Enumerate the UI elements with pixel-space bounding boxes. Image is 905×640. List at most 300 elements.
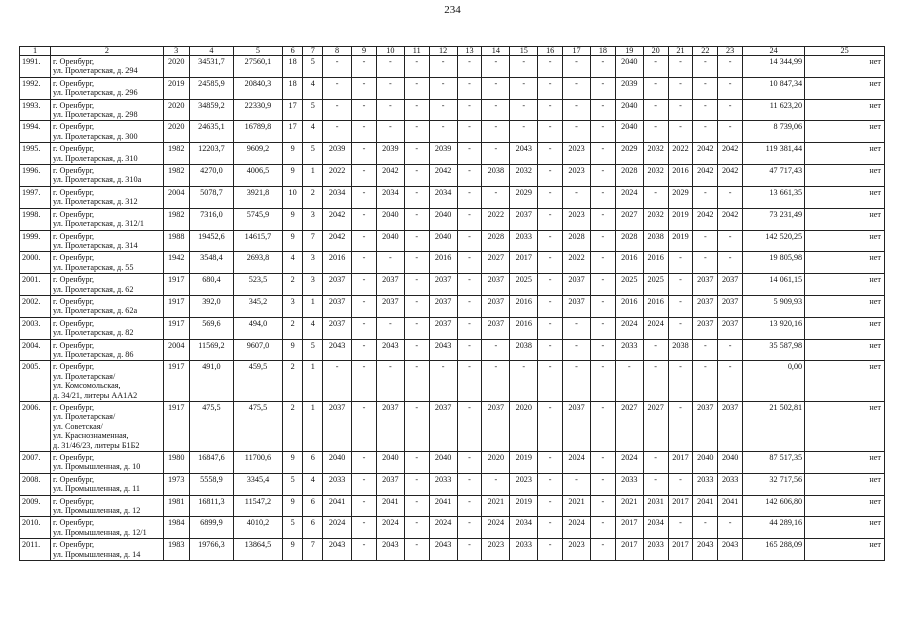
address-line: г. Оренбург, <box>53 187 95 197</box>
table-cell: - <box>482 77 510 99</box>
table-cell: 2037 <box>693 295 718 317</box>
table-cell: нет <box>805 77 885 99</box>
table-row <box>20 274 885 296</box>
table-cell: - <box>538 317 563 339</box>
table-cell: 9609,2 <box>234 143 283 165</box>
address-cell <box>51 402 164 452</box>
column-header: 8 <box>323 47 352 56</box>
table-cell: 2028 <box>563 230 591 252</box>
table-cell: 9 <box>282 230 303 252</box>
address-cell <box>51 99 164 121</box>
table-cell: - <box>591 317 616 339</box>
table-cell: 2041 <box>693 495 718 517</box>
table-cell: 6 <box>303 452 323 474</box>
address-line: г. Оренбург, <box>53 57 95 66</box>
table-cell: - <box>668 121 693 143</box>
address-line: д. 34/21, литеры АА1А2 <box>53 390 138 400</box>
table-cell: - <box>538 252 563 274</box>
column-header: 7 <box>303 47 323 56</box>
row-number: 2009. <box>20 495 51 517</box>
table-cell: 1980 <box>163 452 189 474</box>
address-line: ул. Промышленная, д. 11 <box>53 484 140 494</box>
table-cell: 2042 <box>323 208 352 230</box>
table-cell: - <box>538 77 563 99</box>
table-cell: 1983 <box>163 539 189 561</box>
table-cell: 2023 <box>563 539 591 561</box>
table-cell: нет <box>805 99 885 121</box>
table-cell: - <box>538 165 563 187</box>
table-cell: 2034 <box>376 186 404 208</box>
table-cell: 569,6 <box>189 317 233 339</box>
table-row <box>20 77 885 99</box>
table-cell: - <box>482 143 510 165</box>
table-cell: - <box>693 252 718 274</box>
table-row <box>20 143 885 165</box>
row-number: 2006. <box>20 402 51 452</box>
table-cell: 2043 <box>718 539 743 561</box>
table-cell: - <box>668 77 693 99</box>
table-cell: - <box>457 402 482 452</box>
table-cell: 35 587,98 <box>743 339 805 361</box>
table-cell: 2 <box>282 317 303 339</box>
table-cell: 9 <box>282 165 303 187</box>
table-cell: - <box>404 165 429 187</box>
address-cell <box>51 339 164 361</box>
address-cell <box>51 452 164 474</box>
table-cell: - <box>591 186 616 208</box>
table-cell: - <box>563 339 591 361</box>
table-cell: 2037 <box>323 295 352 317</box>
table-cell: 2024 <box>563 517 591 539</box>
table-cell: 2017 <box>510 252 538 274</box>
table-cell: - <box>457 539 482 561</box>
table-cell: 20840,3 <box>234 77 283 99</box>
table-cell: нет <box>805 56 885 78</box>
table-cell: - <box>352 473 377 495</box>
table-cell: 2037 <box>718 402 743 452</box>
address-line: ул. Промышленная, д. 12/1 <box>53 527 147 537</box>
address-line: ул. Комсомольская, <box>53 381 121 391</box>
table-cell: 2019 <box>668 208 693 230</box>
table-cell: - <box>482 99 510 121</box>
table-cell: - <box>563 317 591 339</box>
address-line: г. Оренбург, <box>53 362 95 372</box>
table-cell: 1 <box>303 402 323 452</box>
table-cell: 13864,5 <box>234 539 283 561</box>
table-cell: 14 344,99 <box>743 56 805 78</box>
row-number: 2011. <box>20 539 51 561</box>
table-cell: 2021 <box>563 495 591 517</box>
table-cell: - <box>352 121 377 143</box>
column-header: 10 <box>376 47 404 56</box>
table-row <box>20 252 885 274</box>
table-cell: - <box>668 295 693 317</box>
table-cell: - <box>693 186 718 208</box>
table-cell: 2028 <box>615 165 643 187</box>
address-line: ул. Пролетарская, д. 310 <box>53 153 138 163</box>
table-cell: - <box>404 252 429 274</box>
table-cell: 2037 <box>718 274 743 296</box>
table-cell: - <box>615 361 643 402</box>
table-cell: 5 909,93 <box>743 295 805 317</box>
table-cell: - <box>352 230 377 252</box>
table-cell: - <box>668 274 693 296</box>
table-cell: - <box>323 121 352 143</box>
table-cell: 18 <box>282 56 303 78</box>
table-cell: 9 <box>282 208 303 230</box>
table-cell: - <box>457 517 482 539</box>
table-cell: 3 <box>282 295 303 317</box>
column-header: 17 <box>563 47 591 56</box>
table-cell: - <box>429 361 457 402</box>
table-cell: - <box>352 361 377 402</box>
table-cell: 2038 <box>643 230 668 252</box>
table-cell: 2016 <box>668 165 693 187</box>
table-cell: - <box>718 361 743 402</box>
row-number: 2002. <box>20 295 51 317</box>
column-header: 21 <box>668 47 693 56</box>
table-cell: 21 502,81 <box>743 402 805 452</box>
table-cell: 9607,0 <box>234 339 283 361</box>
address-line: ул. Пролетарская, д. 296 <box>53 88 138 98</box>
table-cell: 2034 <box>323 186 352 208</box>
address-cell <box>51 121 164 143</box>
address-cell <box>51 495 164 517</box>
table-cell: 2037 <box>482 402 510 452</box>
table-cell: - <box>693 339 718 361</box>
table-cell: 2039 <box>429 143 457 165</box>
table-cell: - <box>429 121 457 143</box>
table-row <box>20 165 885 187</box>
column-header: 2 <box>51 47 164 56</box>
table-cell: - <box>693 99 718 121</box>
table-cell: - <box>323 361 352 402</box>
table-cell: нет <box>805 208 885 230</box>
table-cell: 2040 <box>615 121 643 143</box>
table-cell: - <box>538 539 563 561</box>
table-cell: 2 <box>282 361 303 402</box>
table-cell: - <box>718 517 743 539</box>
address-line: ул. Пролетарская, д. 310а <box>53 175 142 185</box>
table-cell: 2037 <box>376 274 404 296</box>
table-cell: 2037 <box>376 295 404 317</box>
table-cell: 2024 <box>429 517 457 539</box>
table-cell: 2034 <box>510 517 538 539</box>
table-cell: 2042 <box>718 165 743 187</box>
address-line: ул. Пролетарская, д. 82 <box>53 328 134 338</box>
table-cell: нет <box>805 165 885 187</box>
table-cell: 16847,6 <box>189 452 233 474</box>
address-line: ул. Пролетарская/ <box>53 371 116 381</box>
table-cell: - <box>404 339 429 361</box>
address-line: ул. Промышленная, д. 12 <box>53 506 141 516</box>
table-cell: 2017 <box>615 517 643 539</box>
table-cell: 9 <box>282 452 303 474</box>
table-cell: - <box>643 186 668 208</box>
table-cell: - <box>404 517 429 539</box>
table-cell: - <box>323 99 352 121</box>
table-cell: 7 <box>303 230 323 252</box>
table-cell: 2033 <box>718 473 743 495</box>
table-cell: - <box>457 495 482 517</box>
table-cell: - <box>482 339 510 361</box>
table-cell: 16811,3 <box>189 495 233 517</box>
table-cell: нет <box>805 186 885 208</box>
table-cell: 2039 <box>376 143 404 165</box>
table-cell: - <box>643 121 668 143</box>
column-header: 9 <box>352 47 377 56</box>
address-cell <box>51 295 164 317</box>
table-cell: 2042 <box>376 165 404 187</box>
table-cell: - <box>591 539 616 561</box>
table-cell: 2027 <box>482 252 510 274</box>
table-cell: 2041 <box>376 495 404 517</box>
address-line: г. Оренбург, <box>53 453 95 463</box>
table-cell: - <box>352 339 377 361</box>
table-cell: нет <box>805 539 885 561</box>
table-cell: 2040 <box>615 99 643 121</box>
table-cell: 10 847,34 <box>743 77 805 99</box>
row-number: 2001. <box>20 274 51 296</box>
table-cell: - <box>718 99 743 121</box>
table-cell: 2025 <box>510 274 538 296</box>
table-cell: 2017 <box>615 539 643 561</box>
table-cell: - <box>352 252 377 274</box>
table-cell: 2033 <box>429 473 457 495</box>
table-cell: 2040 <box>376 230 404 252</box>
table-cell: - <box>718 56 743 78</box>
table-cell: 2019 <box>163 77 189 99</box>
row-number: 1991. <box>20 56 51 78</box>
address-line: г. Оренбург, <box>53 166 95 176</box>
table-cell: 2042 <box>693 208 718 230</box>
table-cell: 2037 <box>510 208 538 230</box>
address-line: ул. Промышленная, д. 10 <box>53 462 141 472</box>
table-cell: - <box>668 317 693 339</box>
table-cell: 6 <box>303 517 323 539</box>
table-cell: нет <box>805 339 885 361</box>
column-header: 6 <box>282 47 303 56</box>
table-cell: 9 <box>282 495 303 517</box>
column-header: 24 <box>743 47 805 56</box>
table-cell: 1973 <box>163 473 189 495</box>
table-cell: - <box>376 56 404 78</box>
table-cell: - <box>718 121 743 143</box>
table-cell: 2004 <box>163 186 189 208</box>
table-cell: 142 606,80 <box>743 495 805 517</box>
table-cell: 4270,0 <box>189 165 233 187</box>
address-line: г. Оренбург, <box>53 253 95 263</box>
address-line: ул. Краснознаменная, <box>53 431 129 441</box>
table-cell: 2021 <box>482 495 510 517</box>
address-line: ул. Пролетарская, д. 312 <box>53 197 138 207</box>
table-cell: 4 <box>303 317 323 339</box>
table-cell: - <box>668 361 693 402</box>
column-header: 3 <box>163 47 189 56</box>
table-cell: - <box>482 56 510 78</box>
table-cell: 2042 <box>693 143 718 165</box>
table-cell: - <box>643 361 668 402</box>
row-number: 1996. <box>20 165 51 187</box>
table-cell: - <box>352 495 377 517</box>
table-row <box>20 539 885 561</box>
table-cell: 119 381,44 <box>743 143 805 165</box>
table-cell: - <box>404 361 429 402</box>
table-cell: 392,0 <box>189 295 233 317</box>
table-cell: 2038 <box>482 165 510 187</box>
table-cell: 2016 <box>615 295 643 317</box>
table-cell: нет <box>805 121 885 143</box>
address-cell <box>51 143 164 165</box>
column-header: 25 <box>805 47 885 56</box>
table-cell: - <box>457 361 482 402</box>
table-cell: 2029 <box>615 143 643 165</box>
table-cell: - <box>457 339 482 361</box>
table-cell: 2016 <box>643 295 668 317</box>
table-cell: нет <box>805 361 885 402</box>
table-cell: 2020 <box>163 121 189 143</box>
table-cell: 2 <box>303 186 323 208</box>
registry-table <box>19 46 885 561</box>
table-cell: - <box>352 295 377 317</box>
table-cell: 2004 <box>163 339 189 361</box>
table-cell: - <box>404 230 429 252</box>
table-cell: 3345,4 <box>234 473 283 495</box>
table-cell: - <box>510 77 538 99</box>
column-header: 4 <box>189 47 233 56</box>
table-cell: 2022 <box>668 143 693 165</box>
address-cell <box>51 230 164 252</box>
table-cell: - <box>591 165 616 187</box>
table-cell: 27560,1 <box>234 56 283 78</box>
address-line: ул. Пролетарская, д. 62а <box>53 306 138 316</box>
table-cell: 3 <box>303 252 323 274</box>
table-cell: - <box>668 517 693 539</box>
table-cell: 2037 <box>482 274 510 296</box>
row-number: 1999. <box>20 230 51 252</box>
table-cell: 2024 <box>643 317 668 339</box>
table-cell: 2037 <box>482 317 510 339</box>
table-cell: - <box>668 402 693 452</box>
table-cell: 1 <box>303 165 323 187</box>
table-cell: - <box>352 452 377 474</box>
table-cell: 2020 <box>163 56 189 78</box>
table-cell: 3921,8 <box>234 186 283 208</box>
table-cell: - <box>538 361 563 402</box>
table-cell: - <box>376 252 404 274</box>
table-cell: 11700,6 <box>234 452 283 474</box>
table-cell: - <box>718 252 743 274</box>
address-cell <box>51 77 164 99</box>
address-line: г. Оренбург, <box>53 340 95 350</box>
table-cell: 11569,2 <box>189 339 233 361</box>
table-cell: нет <box>805 452 885 474</box>
address-line: ул. Пролетарская, д. 314 <box>53 240 138 250</box>
address-line: г. Оренбург, <box>53 540 95 550</box>
table-cell: 165 288,09 <box>743 539 805 561</box>
table-cell: 2037 <box>323 274 352 296</box>
address-line: г. Оренбург, <box>53 403 95 412</box>
table-cell: - <box>352 517 377 539</box>
table-cell: - <box>643 473 668 495</box>
address-cell <box>51 517 164 539</box>
table-cell: 2023 <box>510 473 538 495</box>
column-header: 15 <box>510 47 538 56</box>
table-cell: 2033 <box>323 473 352 495</box>
table-cell: нет <box>805 230 885 252</box>
table-cell: - <box>538 274 563 296</box>
table-cell: 2037 <box>718 295 743 317</box>
table-cell: 680,4 <box>189 274 233 296</box>
column-header: 22 <box>693 47 718 56</box>
table-cell: 9 <box>282 339 303 361</box>
table-cell: - <box>591 121 616 143</box>
table-row <box>20 317 885 339</box>
table-cell: - <box>538 473 563 495</box>
table-cell: 12203,7 <box>189 143 233 165</box>
table-cell: 22330,9 <box>234 99 283 121</box>
table-cell: - <box>376 361 404 402</box>
table-cell: 2017 <box>668 539 693 561</box>
table-cell: - <box>718 339 743 361</box>
table-cell: 1982 <box>163 143 189 165</box>
table-cell: - <box>404 56 429 78</box>
table-cell: 2037 <box>693 317 718 339</box>
table-cell: 2033 <box>643 539 668 561</box>
table-body <box>20 56 885 561</box>
address-cell <box>51 252 164 274</box>
table-cell: 491,0 <box>189 361 233 402</box>
table-cell: - <box>538 452 563 474</box>
row-number: 1998. <box>20 208 51 230</box>
table-cell: 2043 <box>323 339 352 361</box>
table-cell: 2034 <box>429 186 457 208</box>
table-cell: - <box>376 99 404 121</box>
address-line: ул. Пролетарская, д. 312/1 <box>53 219 144 229</box>
table-cell: - <box>538 99 563 121</box>
table-cell: 14615,7 <box>234 230 283 252</box>
table-cell: 1 <box>303 295 323 317</box>
row-number: 2010. <box>20 517 51 539</box>
table-cell: нет <box>805 402 885 452</box>
address-line: г. Оренбург, <box>53 318 95 328</box>
column-header: 11 <box>404 47 429 56</box>
table-cell: 2029 <box>510 186 538 208</box>
table-cell: - <box>482 361 510 402</box>
table-cell: - <box>457 165 482 187</box>
table-cell: 34531,7 <box>189 56 233 78</box>
table-cell: 523,5 <box>234 274 283 296</box>
table-cell: - <box>591 230 616 252</box>
table-row <box>20 230 885 252</box>
table-cell: 2024 <box>563 452 591 474</box>
table-cell: 2016 <box>429 252 457 274</box>
table-cell: 2037 <box>563 402 591 452</box>
table-cell: 2037 <box>429 317 457 339</box>
table-cell: - <box>404 402 429 452</box>
table-cell: - <box>510 56 538 78</box>
table-cell: - <box>668 99 693 121</box>
table-cell: - <box>591 56 616 78</box>
table-cell: 5 <box>303 143 323 165</box>
table-cell: 8 739,06 <box>743 121 805 143</box>
table-cell: 9 <box>282 539 303 561</box>
table-cell: 73 231,49 <box>743 208 805 230</box>
row-number: 1992. <box>20 77 51 99</box>
table-cell: 4 <box>303 77 323 99</box>
table-cell: - <box>538 495 563 517</box>
table-cell: 2033 <box>510 230 538 252</box>
